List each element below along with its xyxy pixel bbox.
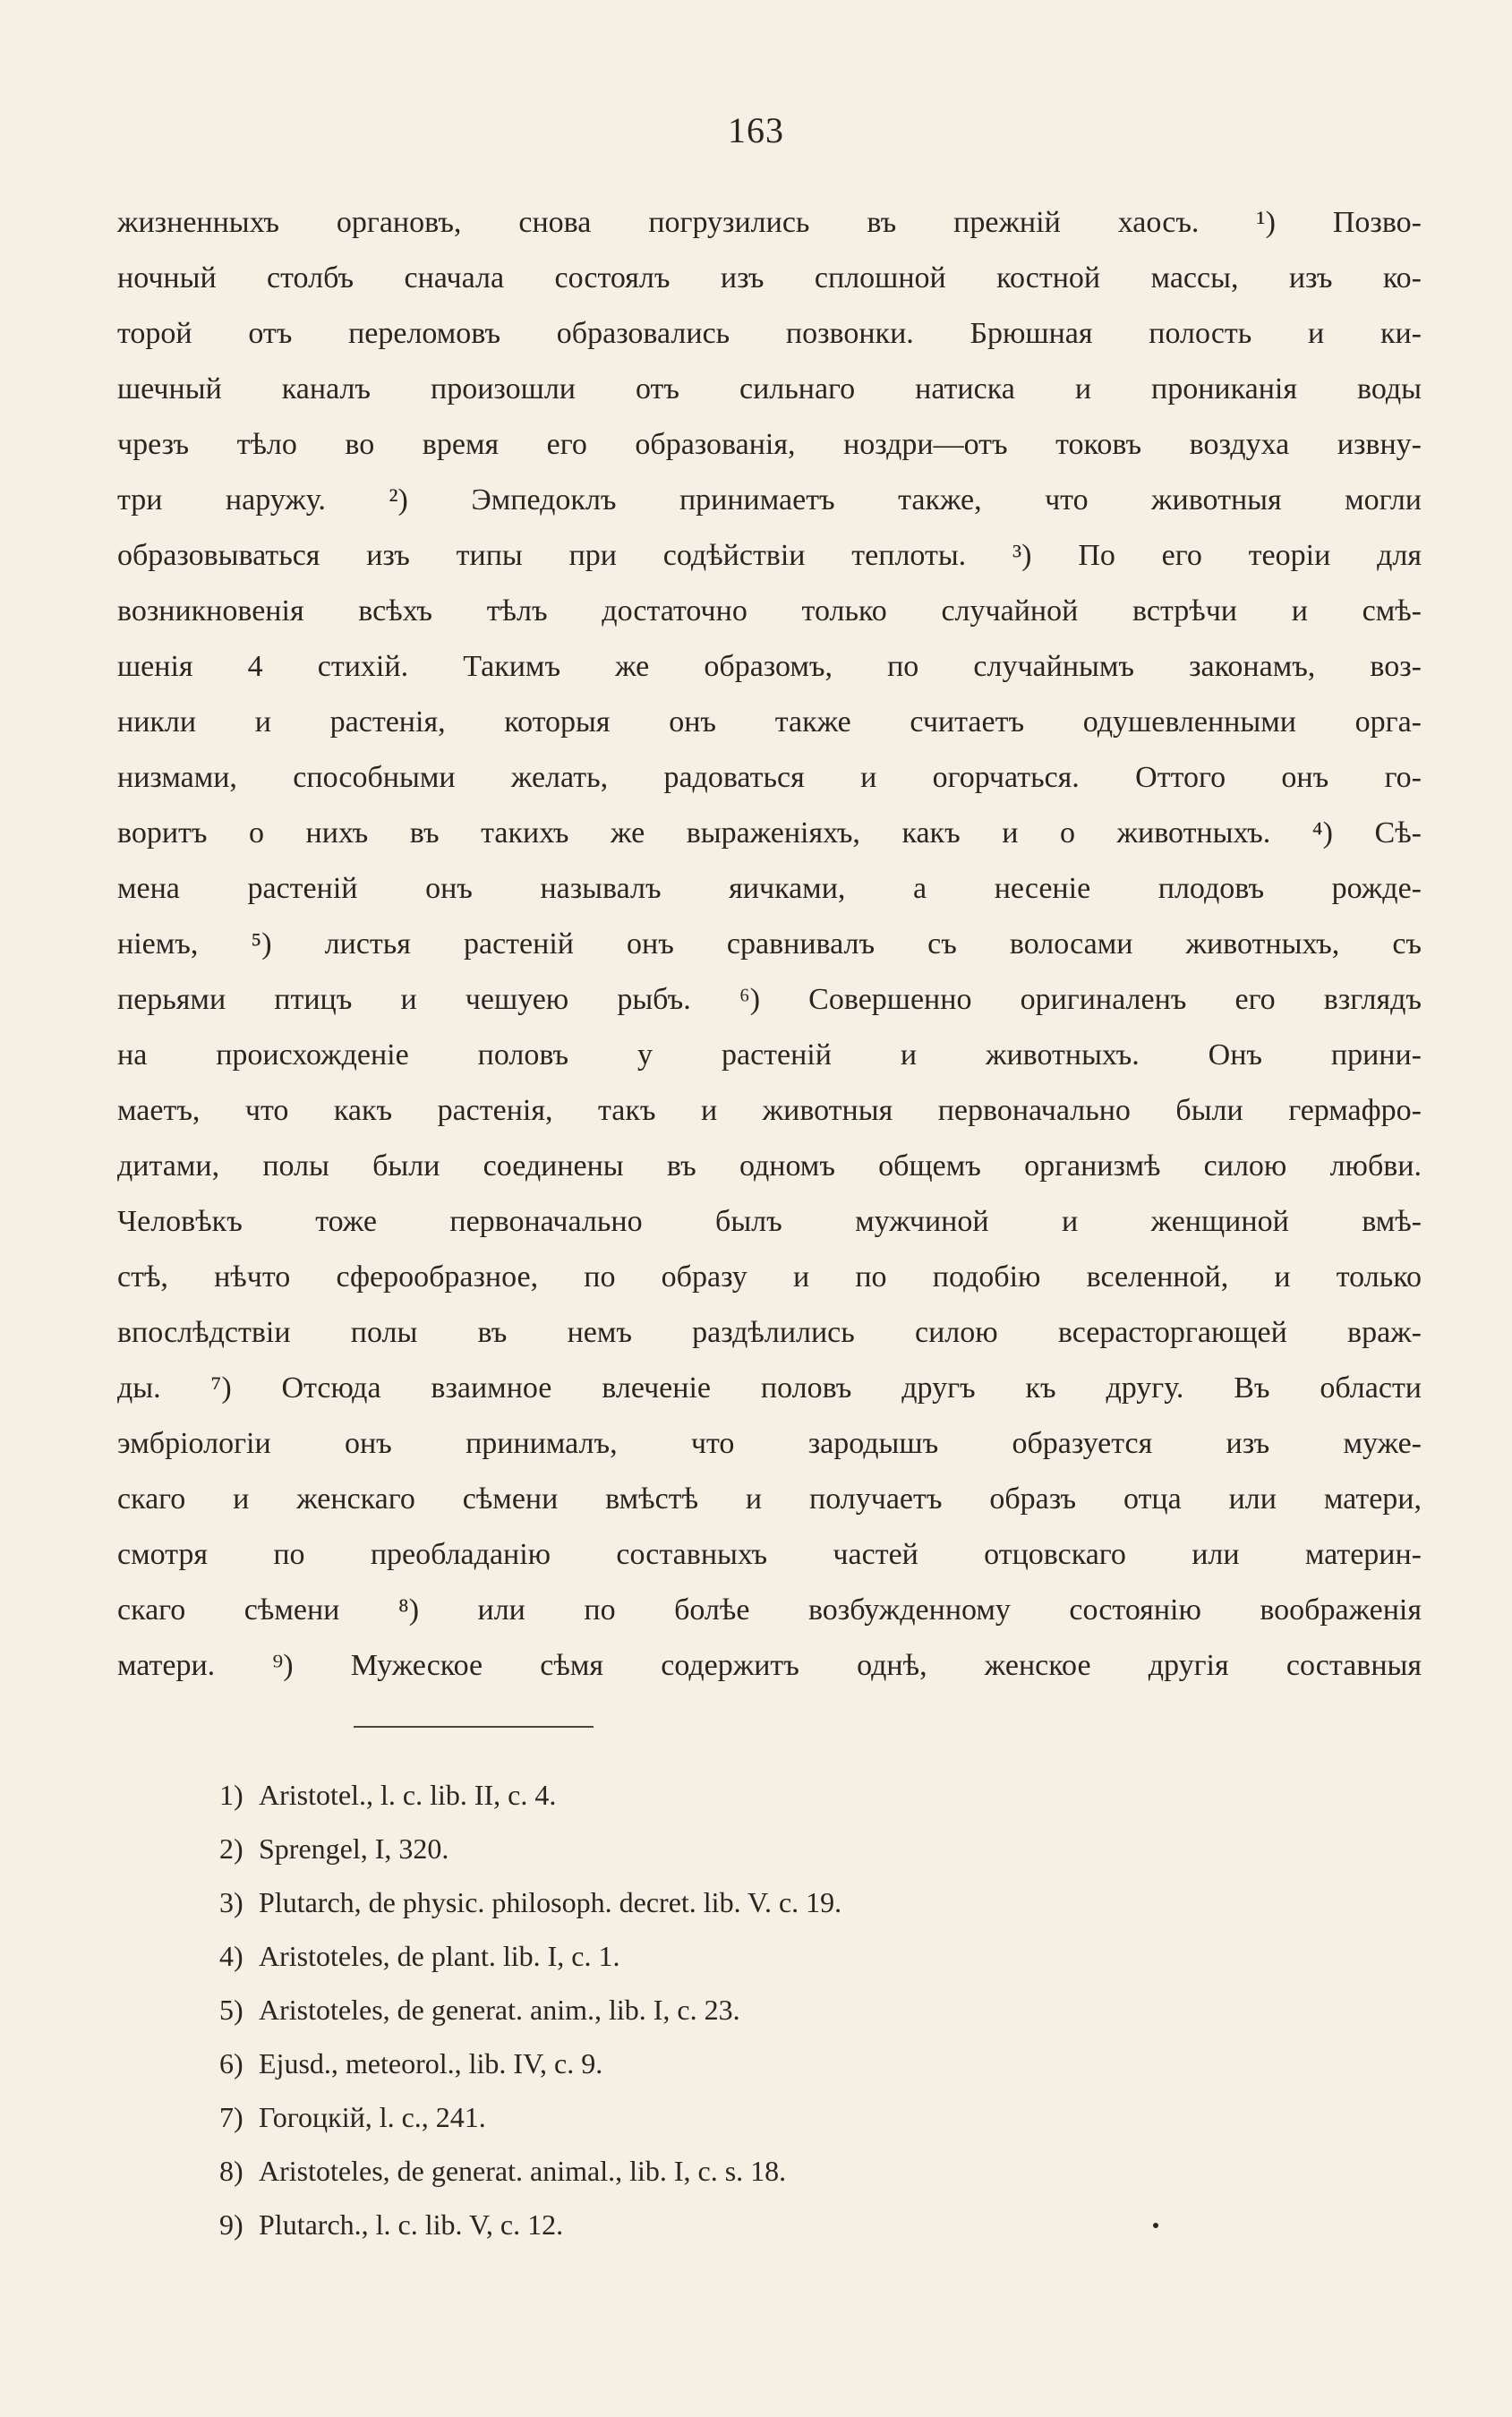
body-line: воритъ о нихъ въ такихъ же выраженіяхъ, какъ и о животныхъ. ⁴) Сѣ- (117, 816, 1422, 850)
body-line: возникновенія всѣхъ тѣлъ достаточно только случайной встрѣчи и смѣ- (117, 594, 1422, 628)
footnote-text: Plutarch, de physic. philosoph. decret. lib. V. c. 19. (259, 1886, 842, 1918)
footnote-mark: 8) (219, 2155, 243, 2187)
body-line: маетъ, что какъ растенія, такъ и животныя первоначально были гермафро- (117, 1094, 1422, 1127)
footnote-mark: 2) (219, 1832, 243, 1865)
footnote (219, 2090, 1204, 2144)
body-line: перьями птицъ и чешуею рыбъ. ⁶) Совершенно оригиналенъ его взглядъ (117, 983, 1422, 1016)
footnote (219, 1768, 1204, 1822)
footnote-mark: 4) (219, 1940, 243, 1972)
footnote-mark: 1) (219, 1779, 243, 1811)
footnote-mark: 9) (219, 2208, 243, 2241)
body-line: три наружу. ²) Эмпедоклъ принимаетъ также, что животныя могли (117, 483, 1422, 517)
footnote-text: Aristotel., l. c. lib. II, c. 4. (259, 1779, 557, 1811)
body-line: дитами, полы были соединены въ одномъ общемъ организмѣ силою любви. (117, 1149, 1422, 1183)
footnote (219, 2198, 1204, 2251)
footnote (219, 1929, 1204, 1983)
footnote-text: Aristoteles, de plant. lib. I, c. 1. (259, 1940, 620, 1972)
body-line: ды. ⁷) Отсюда взаимное влеченіе половъ другъ къ другу. Въ области (117, 1371, 1422, 1405)
footnote-divider (354, 1726, 594, 1728)
body-line: шечный каналъ произошли отъ сильнаго натиска и прониканія воды (117, 372, 1422, 406)
footnote-text: Гогоцкій, l. c., 241. (259, 2101, 486, 2133)
footnote-text: Aristoteles, de generat. anim., lib. I, c. 23. (259, 1994, 740, 2026)
footnotes (219, 1768, 1204, 2251)
footnote (219, 1822, 1204, 1875)
body-line: образовываться изъ типы при содѣйствіи теплоты. ³) По его теоріи для (117, 539, 1422, 572)
body-line: впослѣдствіи полы въ немъ раздѣлились силою всерасторгающей враж- (117, 1316, 1422, 1349)
body-line: Человѣкъ тоже первоначально былъ мужчиной и женщиной вмѣ- (117, 1205, 1422, 1238)
body-line: чрезъ тѣло во время его образованія, ноздри—отъ токовъ воздуха извну- (117, 428, 1422, 461)
body-line: никли и растенія, которыя онъ также считаетъ одушевленными орга- (117, 705, 1422, 739)
body-line: мена растеній онъ называлъ яичками, а несеніе плодовъ рожде- (117, 872, 1422, 905)
body-line: скаго и женскаго сѣмени вмѣстѣ и получаетъ образъ отца или матери, (117, 1482, 1422, 1516)
footnote-text: Sprengel, I, 320. (259, 1832, 449, 1865)
footnote (219, 2144, 1204, 2198)
footnote-mark: 6) (219, 2047, 243, 2080)
page-number: 163 (728, 110, 784, 150)
body-line: жизненныхъ органовъ, снова погрузились въ прежній хаосъ. ¹) Позво- (117, 206, 1422, 239)
footnote (219, 1983, 1204, 2037)
body-line: стѣ, нѣчто сферообразное, по образу и по подобію вселенной, и только (117, 1260, 1422, 1294)
footnote-mark: 3) (219, 1886, 243, 1918)
body-line: смотря по преобладанію составныхъ частей отцовскаго или материн- (117, 1538, 1422, 1571)
footnote (219, 1875, 1204, 1929)
body-line: эмбріологіи онъ принималъ, что зародышъ образуется изъ муже- (117, 1427, 1422, 1460)
body-line: шенія 4 стихій. Такимъ же образомъ, по случайнымъ законамъ, воз- (117, 650, 1422, 683)
footnote (219, 2037, 1204, 2090)
body-line: на происхожденіе половъ у растеній и животныхъ. Онъ прини- (117, 1038, 1422, 1072)
body-line: ночный столбъ сначала состоялъ изъ сплошной костной массы, изъ ко- (117, 261, 1422, 295)
body-line: ніемъ, ⁵) листья растеній онъ сравнивалъ съ волосами животныхъ, съ (117, 927, 1422, 961)
footnote-text: Plutarch., l. c. lib. V, c. 12. (259, 2208, 564, 2241)
footnote-text: Ejusd., meteorol., lib. IV, c. 9. (259, 2047, 603, 2080)
body-text (117, 195, 1422, 1694)
body-line: торой отъ переломовъ образовались позвонки. Брюшная полость и ки- (117, 317, 1422, 350)
footnote-mark: 7) (219, 2101, 243, 2133)
footnote-mark: 5) (219, 1994, 243, 2026)
body-line: скаго сѣмени ⁸) или по болѣе возбужденному состоянію воображенія (117, 1593, 1422, 1627)
body-line: матери. ⁹) Мужеское сѣмя содержитъ однѣ, женское другія составныя (117, 1649, 1422, 1682)
body-line: низмами, способными желать, радоваться и огорчаться. Оттого онъ го- (117, 761, 1422, 794)
footnote-text: Aristoteles, de generat. animal., lib. I, c. s. 18. (259, 2155, 787, 2187)
ink-speck (1153, 2223, 1158, 2228)
